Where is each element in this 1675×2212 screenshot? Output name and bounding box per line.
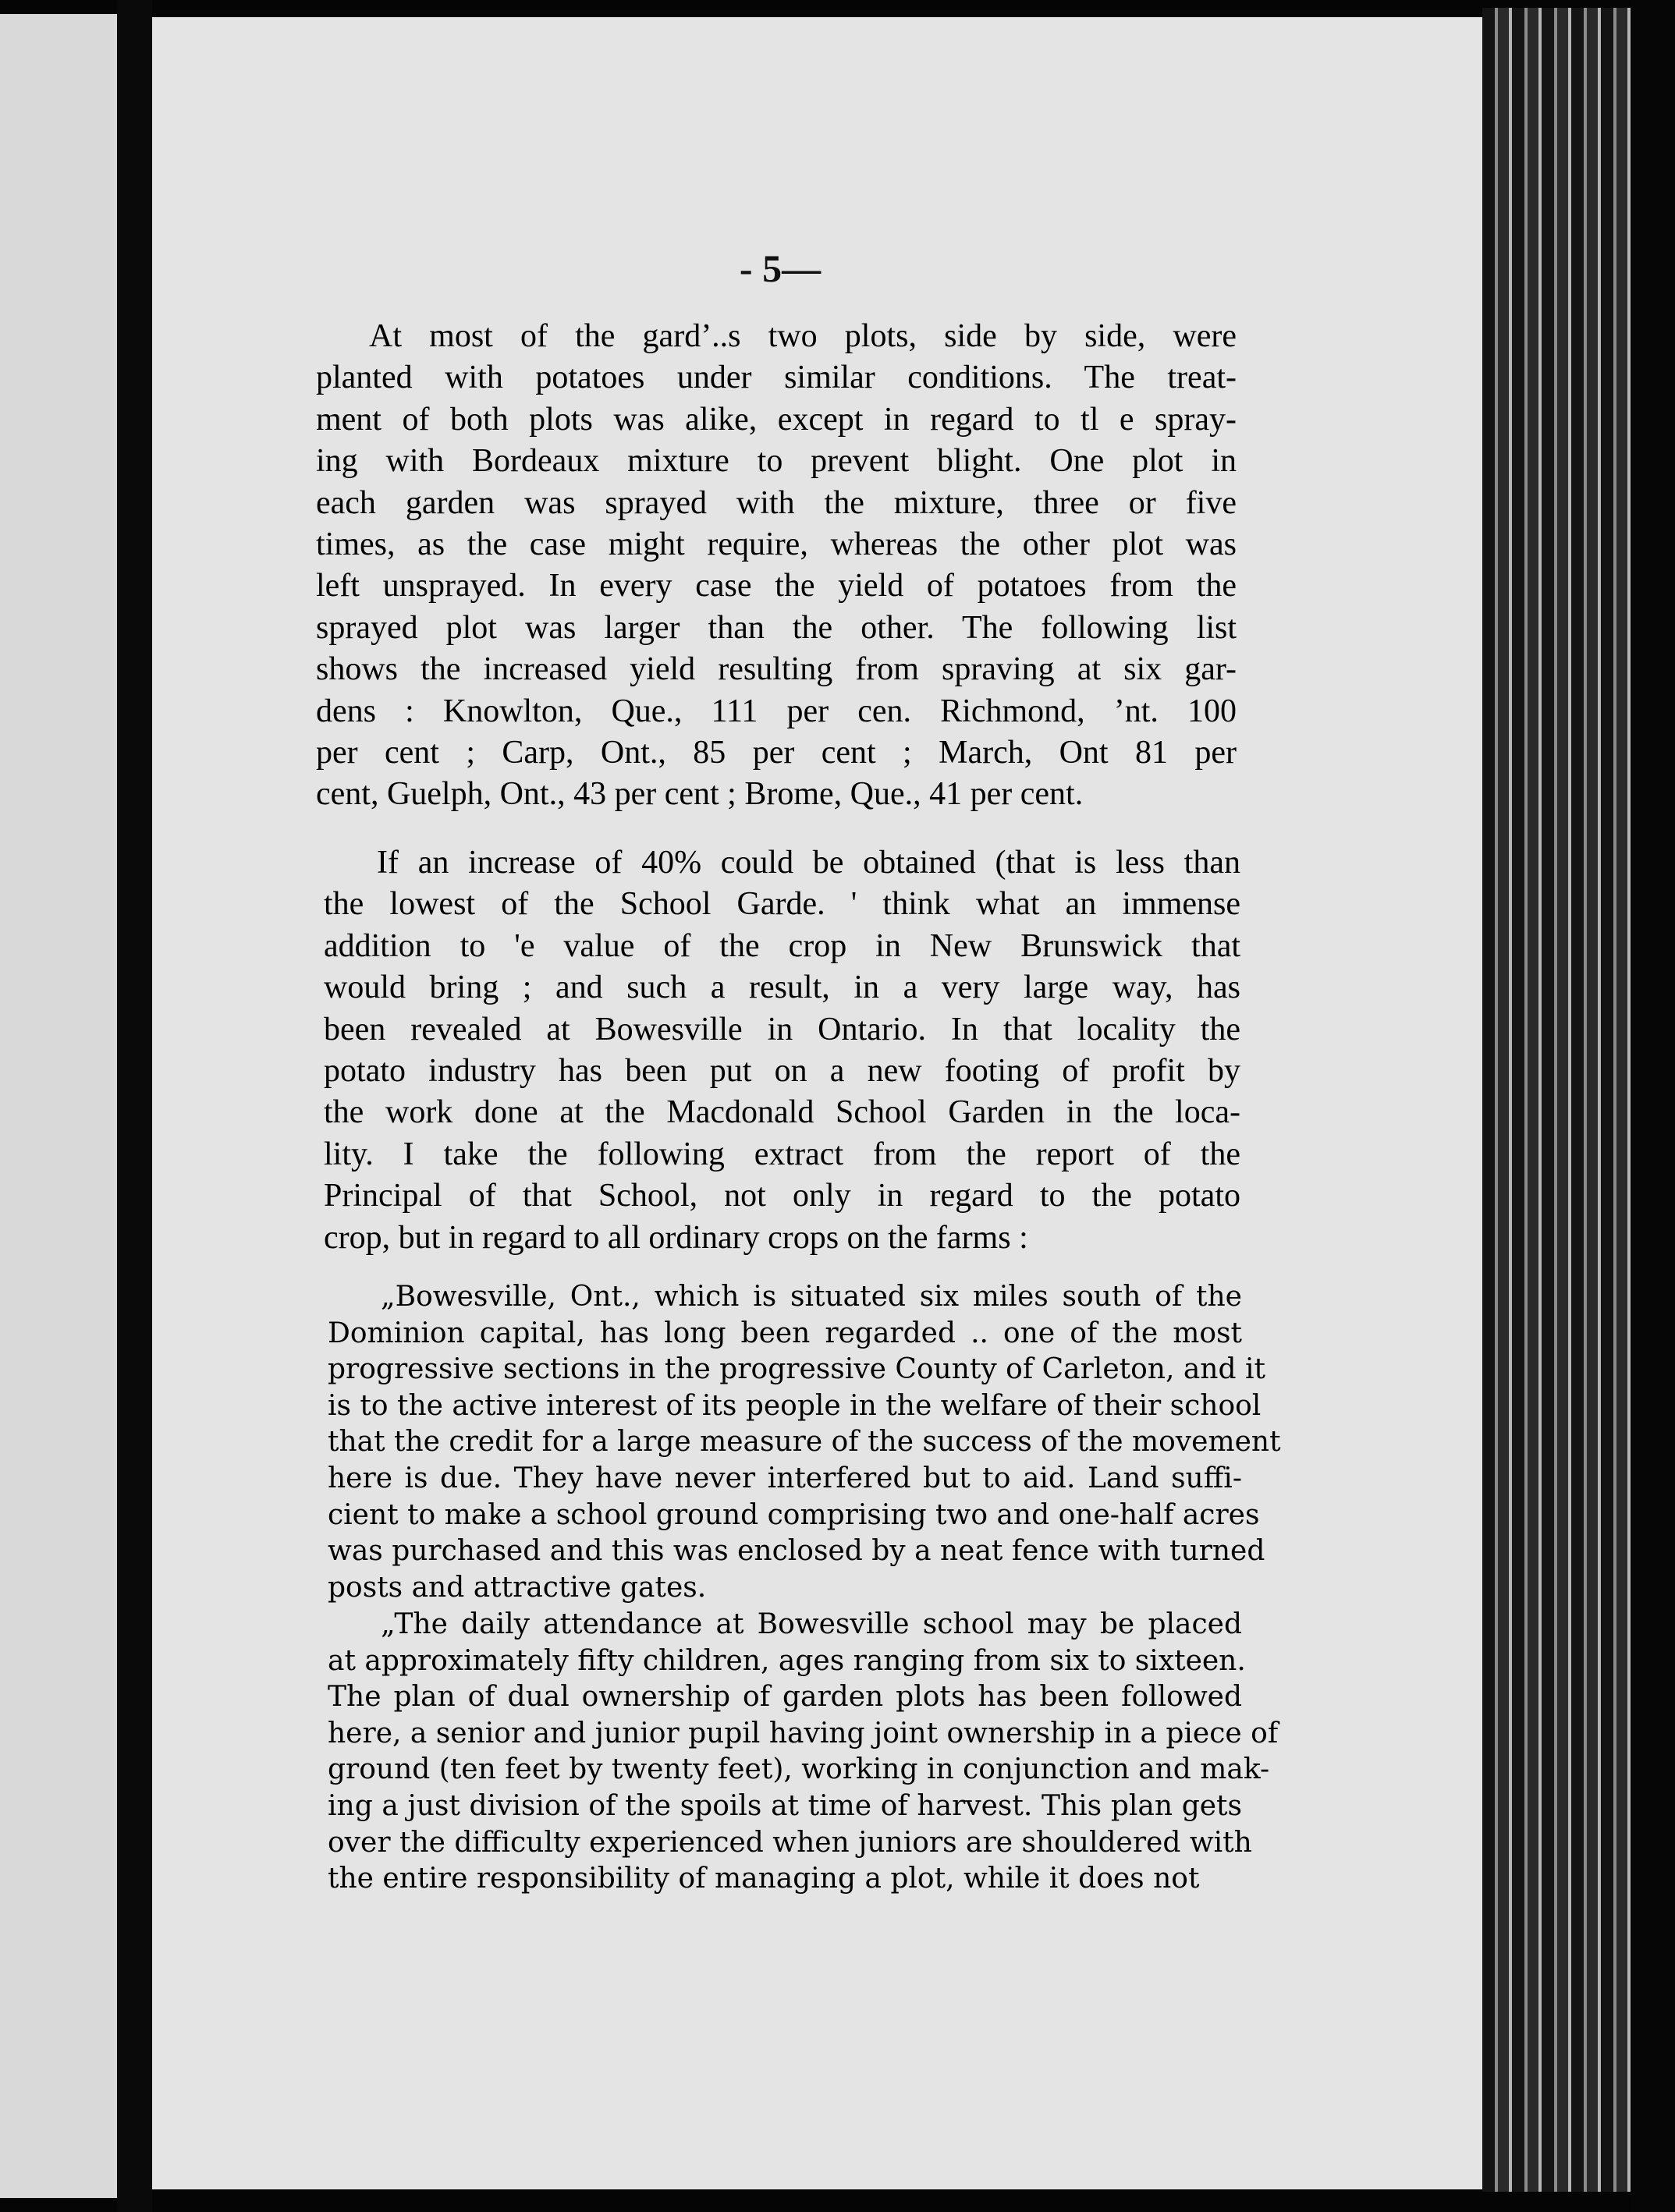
text-line: lity. I take the following extract from the report of the	[324, 1136, 1240, 1172]
scan-border	[1631, 0, 1675, 2212]
text-line: is to the active interest of its people in the welfare of their school	[328, 1389, 1262, 1422]
text-line: ing a just division of the spoils at time of harvest. This plan gets	[328, 1789, 1242, 1822]
text-line: The plan of dual ownership of garden plots has been followed	[328, 1681, 1242, 1714]
page-number: - 5—	[739, 246, 822, 290]
text-line: the work done at the Macdonald School Garden in the loca-	[324, 1094, 1240, 1131]
text-line: at approximately fifty children, ages ranging from six to sixteen.	[328, 1644, 1246, 1677]
text-line: been revealed at Bowesville in Ontario. In that locality the	[324, 1011, 1240, 1048]
text-line: „The daily attendance at Bowesville school may be placed	[381, 1608, 1242, 1640]
paragraph-spraying-results	[316, 316, 1237, 816]
text-line: progressive sections in the progressive County of Carleton, and it	[328, 1353, 1265, 1386]
text-line: over the difficulty experienced when juniors are shouldered with	[328, 1826, 1252, 1859]
text-line: planted with potatoes under similar conditions. The treat-	[316, 360, 1237, 396]
text-line: would bring ; and such a result, in a very large way, has	[324, 970, 1240, 1006]
text-line: each garden was sprayed with the mixture, three or five	[316, 484, 1237, 521]
left-page-edge	[0, 14, 117, 2198]
text-line: was purchased and this was enclosed by a neat fence with turned	[328, 1535, 1265, 1568]
text-line: here, a senior and junior pupil having joint ownership in a piece of	[328, 1717, 1279, 1749]
text-line: dens : Knowlton, Que., 111 per cen. Richmond, ’nt. 100	[316, 693, 1237, 729]
text-line: „Bowesville, Ont., which is situated six miles south of the	[381, 1281, 1242, 1313]
text-line: sprayed plot was larger than the other. The following list	[316, 609, 1237, 646]
text-line: the lowest of the School Garde. ' think what an immense	[324, 886, 1240, 923]
text-line: potato industry has been put on a new footing of profit by	[324, 1053, 1240, 1090]
text-line: posts and attractive gates.	[328, 1571, 707, 1604]
text-line: that the credit for a large measure of the success of the movement	[328, 1426, 1281, 1459]
quote-bowesville-attendance	[328, 1607, 1279, 1898]
text-line: here is due. They have never interfered but to aid. Land suffi-	[328, 1462, 1242, 1494]
text-line: per cent ; Carp, Ont., 85 per cent ; March, Ont 81 per	[316, 735, 1237, 771]
text-line: times, as the case might require, whereas the other plot was	[316, 526, 1237, 563]
text-line: cent, Guelph, Ont., 43 per cent ; Brome, Que., 41 per cent.	[316, 776, 1084, 813]
text-line: If an increase of 40% could be obtained (that is less than	[377, 845, 1240, 881]
text-line: Dominion capital, has long been regarded .. one of the most	[328, 1317, 1242, 1349]
text-line: the entire responsibility of managing a plot, while it does not	[328, 1863, 1200, 1895]
text-line: ground (ten feet by twenty feet), working in conjunction and mak-	[328, 1753, 1270, 1786]
text-line: ing with Bordeaux mixture to prevent blight. One plot in	[316, 443, 1237, 480]
paragraph-increase-value	[324, 842, 1240, 1259]
quote-bowesville-intro	[328, 1279, 1281, 1606]
text-line: addition to 'e value of the crop in New Brunswick that	[324, 927, 1240, 964]
book-gutter	[117, 0, 152, 2212]
text-line: left unsprayed. In every case the yield of potatoes from the	[316, 568, 1237, 604]
text-line: shows the increased yield resulting from spraving at six gar-	[316, 651, 1237, 688]
text-line: ment of both plots was alike, except in regard to tl e spray-	[316, 401, 1237, 438]
text-line: cient to make a school ground comprising two and one-half acres	[328, 1498, 1260, 1531]
text-line: At most of the gard’..s two plots, side by side, were	[369, 318, 1237, 354]
text-line: Principal of that School, not only in regard to the potato	[324, 1178, 1240, 1214]
text-line: crop, but in regard to all ordinary crops on the farms :	[324, 1219, 1028, 1256]
